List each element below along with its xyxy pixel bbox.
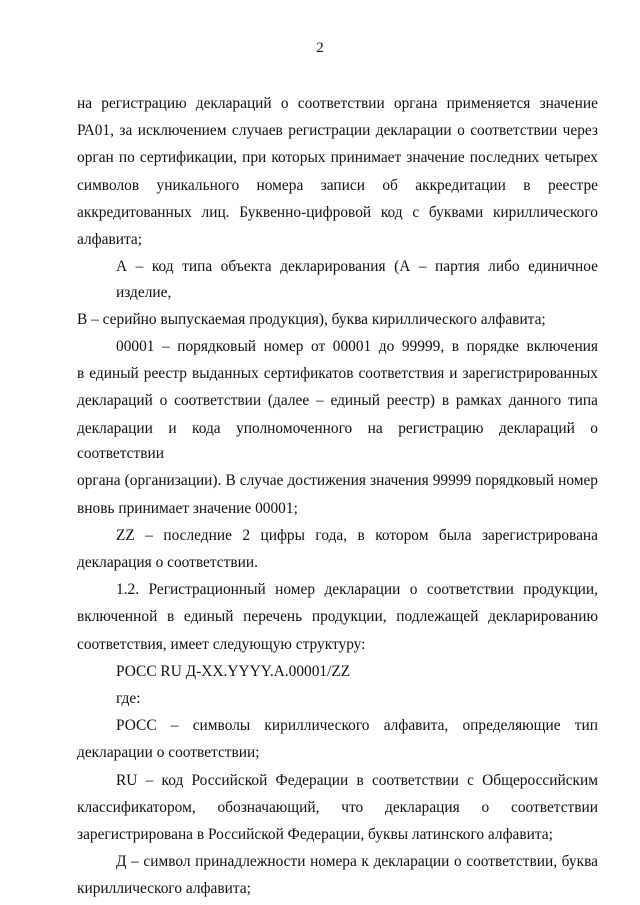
text-line: в единый реестр выданных сертификатов соответствия и зарегистрированных: [77, 365, 598, 383]
text-line: зарегистрирована в Российской Федерации, буквы латинского алфавита;: [77, 825, 553, 843]
text-line: классификатором, обозначающий, что декларация о соответствии: [77, 798, 598, 816]
paragraph: [77, 523, 598, 576]
text-line: вновь принимает значение 00001;: [77, 499, 298, 517]
text-line: на регистрацию деклараций о соответствии органа применяется значение: [77, 95, 598, 112]
document-body: [77, 91, 598, 903]
paragraph: [77, 849, 598, 902]
paragraph: [77, 659, 598, 685]
text-line: аккредитованных лиц. Буквенно-цифровой код с буквами кириллического: [77, 203, 598, 221]
text-line: алфавита;: [77, 230, 142, 248]
text-line: органа (организации). В случае достижения значения 99999 порядковый номер: [77, 472, 598, 490]
text-line: РА01, за исключением случаев регистрации декларации о соответствии через: [77, 122, 598, 140]
text-line: символов уникального номера записи об аккредитации в реестре: [77, 176, 598, 194]
text-line: деклараций о соответствии (далее – единый реестр) в рамках данного типа: [77, 392, 598, 410]
text-line: Д – символ принадлежности номера к декларации о соответствии, буква: [116, 853, 598, 871]
text-line: кириллического алфавита;: [77, 880, 251, 898]
text-line: где:: [116, 689, 141, 707]
text-line: RU – код Российской Федерации в соответствии с Общероссийским: [116, 771, 598, 789]
paragraph: [77, 713, 598, 766]
text-line: В – серийно выпускаемая продукция), буква кириллического алфавита;: [77, 310, 546, 328]
text-line: РОСС RU Д-XX.YYYY.A.00001/ZZ: [116, 662, 351, 680]
text-line: включенной в единый перечень продукции, подлежащей декларированию: [77, 608, 598, 626]
text-line: декларация о соответствии.: [77, 554, 258, 571]
paragraph: [77, 577, 598, 657]
text-line: ZZ – последние 2 цифры года, в котором была зарегистрирована: [116, 526, 598, 544]
text-line: А – код типа объекта декларирования (А – партия либо единичное изделие,: [116, 258, 598, 301]
paragraph: [77, 91, 598, 253]
paragraph: [77, 334, 598, 521]
text-line: соответствия, имеет следующую структуру:: [77, 635, 366, 653]
text-line: РОСС – символы кириллического алфавита, определяющие тип: [116, 717, 598, 735]
paragraph: [77, 768, 598, 848]
text-line: декларации о соответствии;: [77, 744, 260, 762]
paragraph: [77, 686, 598, 712]
text-line: декларации и кода уполномоченного на регистрацию деклараций о соответствии: [77, 419, 598, 463]
text-line: 1.2. Регистрационный номер декларации о соответствии продукции,: [116, 581, 598, 599]
text-line: 00001 – порядковый номер от 00001 до 99999, в порядке включения: [116, 338, 598, 356]
paragraph: [77, 254, 598, 332]
text-line: орган по сертификации, при которых принимает значение последних четырех: [77, 149, 598, 167]
page-number: 2: [316, 40, 324, 56]
